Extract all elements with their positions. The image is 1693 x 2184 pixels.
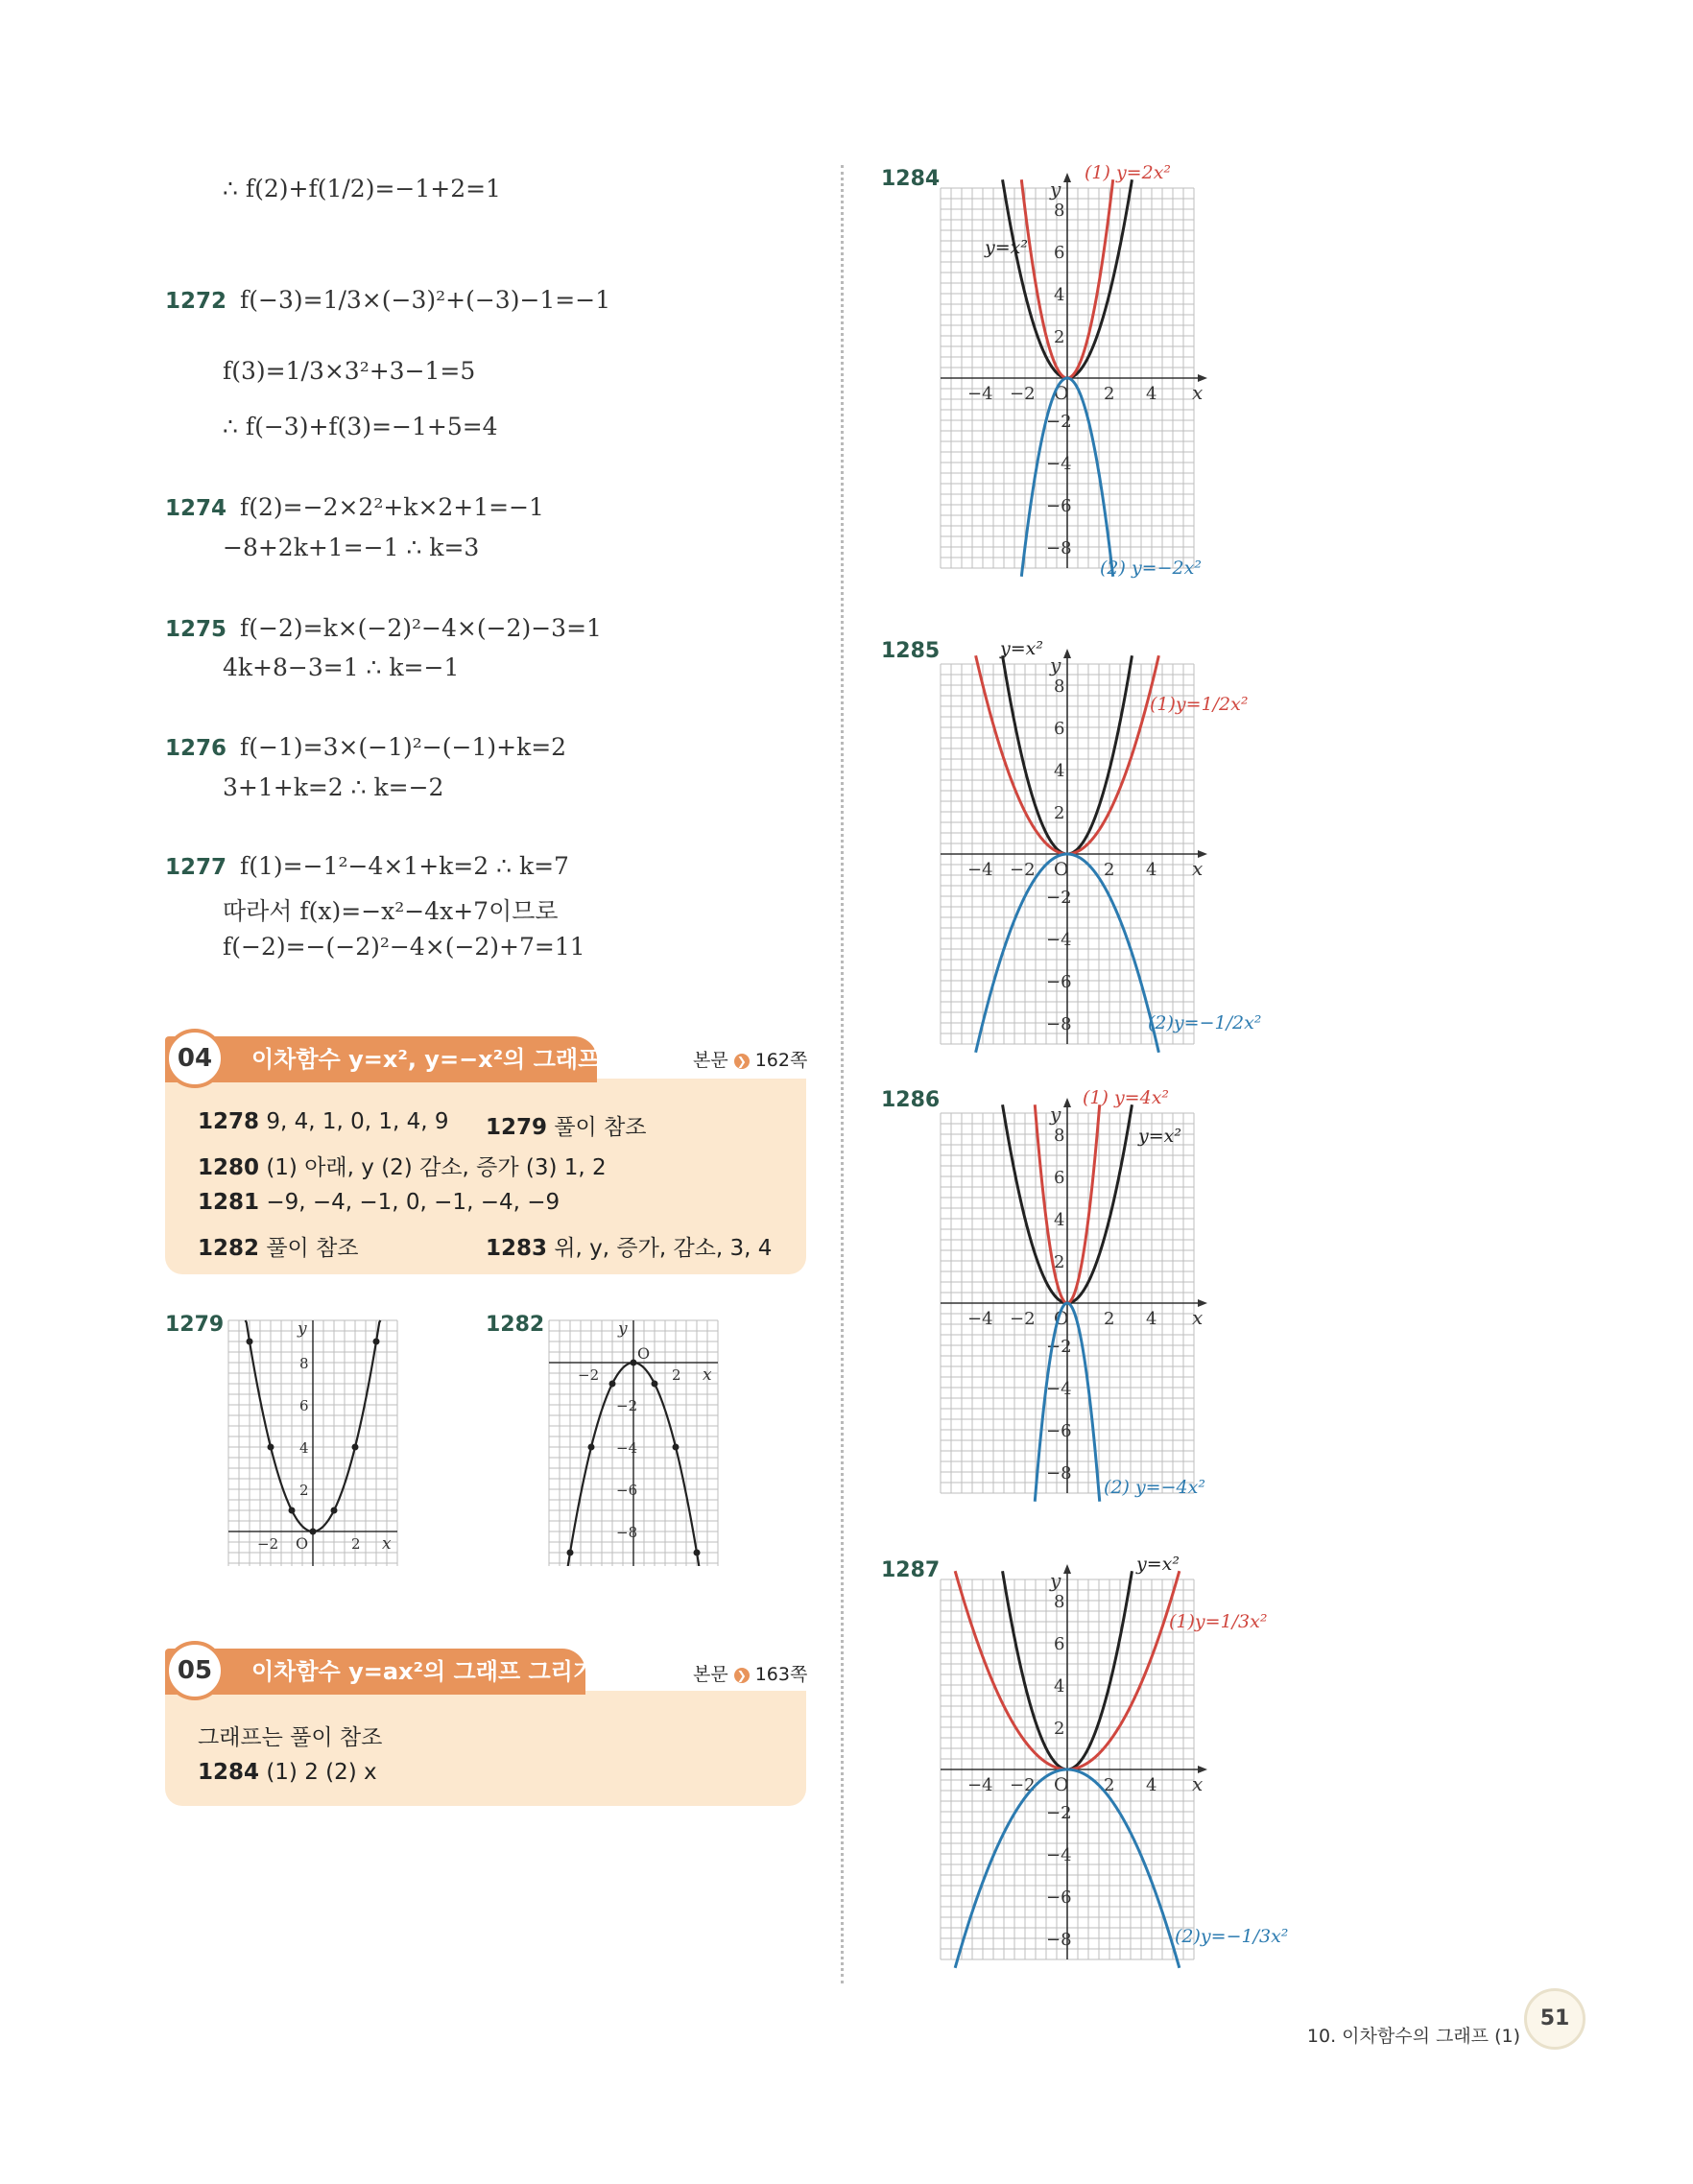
x-tick-label: −2 (1010, 1309, 1036, 1329)
data-point (331, 1507, 338, 1514)
y-tick-label: −8 (1046, 538, 1072, 558)
x-tick-label: −4 (967, 1775, 993, 1795)
graph-number: 1279 (165, 1313, 225, 1337)
problem-number: 1272 (165, 289, 227, 314)
y-tick-label: 8 (1054, 1592, 1065, 1612)
y-tick-label: −2 (1046, 412, 1072, 432)
answer-text: 풀이 참조 (554, 1115, 647, 1140)
y-tick-label: 4 (1054, 761, 1065, 781)
answer-row (486, 1109, 647, 1141)
data-point (631, 1360, 637, 1366)
solution-1271-tail (223, 175, 501, 202)
data-point (289, 1507, 296, 1514)
solution-line: f(2)=−2×2²+k×2+1=−1 (240, 493, 544, 521)
answer-text: (1) 2 (2) x (266, 1760, 377, 1785)
graph-1285 (893, 626, 1296, 1067)
y-axis-label: y (298, 1319, 307, 1339)
y-tick-label: 6 (1054, 1634, 1065, 1654)
problem-number: 1274 (165, 496, 227, 521)
ref-page: 162쪽 (754, 1050, 808, 1071)
solution-line: ∴ f(2)+f(1/2)=−1+2=1 (223, 175, 501, 202)
data-point (567, 1550, 574, 1556)
graph-1284 (893, 150, 1296, 591)
solution-1272 (165, 286, 610, 314)
curve-label-red: (1) y=2x² (1085, 162, 1172, 183)
curve-label-red: (1)y=1/3x² (1169, 1611, 1268, 1632)
x-tick-label: −4 (967, 860, 993, 880)
x-tick-label: 2 (1104, 1309, 1115, 1329)
y-tick-label: −8 (1046, 1463, 1072, 1484)
x-tick-label: 2 (1104, 860, 1115, 880)
y-tick-label: 6 (1054, 243, 1065, 263)
x-axis-label: x (1192, 1772, 1204, 1795)
answer-text: −9, −4, −1, 0, −1, −4, −9 (266, 1190, 560, 1215)
y-tick-label: 8 (1054, 201, 1065, 221)
y-tick-label: −6 (1046, 1887, 1072, 1908)
data-point (588, 1444, 595, 1451)
section-title: 이차함수 y=x², y=−x²의 그래프 (165, 1036, 597, 1082)
data-point (652, 1381, 658, 1388)
graph-1286 (893, 1075, 1296, 1516)
graph-1279 (227, 1318, 401, 1566)
curve-label-black: y=x² (985, 237, 1028, 258)
section-number: 05 (165, 1641, 225, 1700)
y-tick-label: 8 (299, 1355, 309, 1372)
y-tick-label: 2 (1054, 327, 1065, 347)
y-tick-label: −6 (1046, 496, 1072, 516)
y-tick-label: −2 (1046, 1337, 1072, 1357)
y-tick-label: −2 (1046, 1803, 1072, 1823)
y-tick-label: −4 (616, 1439, 638, 1457)
data-point (673, 1444, 680, 1451)
y-tick-label: −6 (1046, 1421, 1072, 1441)
textbook-page-ref (693, 1660, 807, 1686)
curve-label-blue: (2) y=−4x² (1104, 1477, 1205, 1498)
curve-label-black: y=x² (1138, 1126, 1181, 1147)
y-tick-label: −8 (1046, 1014, 1072, 1034)
x-axis-label: x (382, 1534, 392, 1554)
origin-label: O (1054, 1774, 1069, 1795)
y-axis-label: y (1050, 178, 1061, 201)
y-tick-label: 4 (1054, 285, 1065, 305)
y-axis-label: y (1050, 653, 1061, 677)
solution-line: 따라서 f(x)=−x²−4x+7이므로 (223, 897, 559, 925)
graph-number: 1286 (881, 1088, 941, 1112)
section-title: 이차함수 y=ax²의 그래프 그리기 (165, 1649, 585, 1695)
x-axis-label: x (1192, 1306, 1204, 1329)
y-tick-label: −6 (1046, 972, 1072, 992)
problem-number: 1280 (198, 1155, 260, 1180)
x-axis-label: x (1192, 857, 1204, 880)
y-tick-label: −4 (1046, 1379, 1072, 1399)
solution-1277 (165, 852, 569, 880)
y-tick-label: 6 (1054, 1168, 1065, 1188)
curve-label-blue: (2)y=−1/2x² (1148, 1012, 1262, 1033)
chapter-footer: 10. 이차함수의 그래프 (1) (1306, 2026, 1520, 2047)
graph-number: 1285 (881, 639, 941, 663)
data-point (310, 1529, 317, 1535)
curve-label-red: (1)y=1/2x² (1150, 694, 1249, 715)
origin-label: O (637, 1344, 651, 1363)
arrow-icon: ❯ (734, 1668, 750, 1683)
y-tick-label: 4 (1054, 1676, 1065, 1697)
answer-text: 위, y, 증가, 감소, 3, 4 (554, 1236, 773, 1261)
solution-line: ∴ f(−3)+f(3)=−1+5=4 (223, 413, 498, 440)
section-number: 04 (165, 1029, 225, 1088)
solution-line: f(3)=1/3×3²+3−1=5 (223, 357, 476, 385)
y-tick-label: 4 (1054, 1210, 1065, 1230)
solution-line: 3+1+k=2 ∴ k=−2 (223, 773, 444, 801)
x-tick-label: −2 (257, 1535, 279, 1553)
section-04-header (165, 1025, 601, 1082)
answer-text: 풀이 참조 (266, 1236, 359, 1261)
x-tick-label: 4 (1146, 1775, 1157, 1795)
graph-number: 1284 (881, 167, 941, 191)
data-point (268, 1444, 274, 1451)
data-point (694, 1550, 701, 1556)
y-tick-label: 2 (1054, 1719, 1065, 1739)
x-tick-label: 2 (351, 1535, 361, 1553)
y-tick-label: −6 (616, 1482, 638, 1499)
section-05-header (165, 1637, 597, 1695)
problem-number: 1284 (198, 1760, 260, 1785)
solution-1276 (165, 733, 566, 761)
solution-1274 (165, 493, 544, 521)
y-tick-label: −4 (1046, 930, 1072, 950)
solution-line: f(−2)=−(−2)²−4×(−2)+7=11 (223, 933, 585, 961)
y-tick-label: 2 (299, 1482, 309, 1499)
data-point (247, 1339, 253, 1345)
y-axis-label: y (1050, 1103, 1061, 1126)
textbook-page-ref (693, 1046, 807, 1072)
answer-row (198, 1190, 560, 1215)
x-axis-label: x (1192, 381, 1204, 404)
x-tick-label: 2 (1104, 1775, 1115, 1795)
y-tick-label: 8 (1054, 1126, 1065, 1146)
problem-number: 1281 (198, 1190, 260, 1215)
y-tick-label: 6 (299, 1397, 309, 1414)
x-tick-label: −4 (967, 1309, 993, 1329)
y-axis-label: y (618, 1319, 628, 1339)
answer-row (198, 1230, 359, 1262)
answer-text: (1) 아래, y (2) 감소, 증가 (3) 1, 2 (266, 1155, 607, 1180)
x-tick-label: −4 (967, 384, 993, 404)
solution-line: f(−3)=1/3×(−3)²+(−3)−1=−1 (240, 286, 611, 314)
y-tick-label: 2 (1054, 1252, 1065, 1272)
y-axis-arrow (1063, 173, 1071, 182)
data-point (373, 1339, 380, 1345)
curve-label-black: y=x² (1136, 1554, 1180, 1575)
y-tick-label: −4 (1046, 1845, 1072, 1865)
x-tick-label: −2 (1010, 860, 1036, 880)
solution-line: f(−2)=k×(−2)²−4×(−2)−3=1 (240, 614, 602, 642)
x-tick-label: 4 (1146, 1309, 1157, 1329)
y-tick-label: 6 (1054, 719, 1065, 739)
graph-1282 (547, 1318, 722, 1566)
y-tick-label: −4 (1046, 454, 1072, 474)
problem-number: 1277 (165, 855, 227, 880)
y-tick-label: −8 (616, 1524, 638, 1541)
problem-number: 1278 (198, 1109, 260, 1134)
solution-line: −8+2k+1=−1 ∴ k=3 (223, 534, 480, 561)
y-axis-arrow (1063, 649, 1071, 658)
page-number: 51 (1524, 1988, 1586, 2050)
answer-row (486, 1230, 772, 1262)
y-axis-label: y (1050, 1569, 1061, 1592)
graph-1287 (893, 1541, 1296, 1982)
answer-row: 그래프는 풀이 참조 (198, 1725, 383, 1750)
data-point (609, 1381, 616, 1388)
ref-label: 본문 (693, 1050, 728, 1071)
problem-number: 1279 (486, 1115, 548, 1140)
graph-number: 1287 (881, 1558, 941, 1582)
problem-number: 1276 (165, 736, 227, 761)
x-tick-label: −2 (578, 1366, 600, 1384)
x-tick-label: 2 (1104, 384, 1115, 404)
x-tick-label: 4 (1146, 384, 1157, 404)
data-point (352, 1444, 359, 1451)
answer-row (198, 1150, 607, 1181)
curve-label-blue: (2)y=−1/3x² (1175, 1926, 1289, 1947)
graph-number: 1282 (486, 1313, 545, 1337)
ref-label: 본문 (693, 1664, 728, 1685)
problem-number: 1282 (198, 1236, 260, 1261)
origin-label: O (296, 1534, 309, 1553)
origin-label: O (1054, 859, 1069, 880)
y-axis-arrow (1063, 1564, 1071, 1574)
solution-1275 (165, 614, 602, 642)
solution-line: f(1)=−1²−4×1+k=2 ∴ k=7 (240, 852, 569, 880)
y-tick-label: 4 (299, 1439, 309, 1457)
problem-number: 1275 (165, 617, 227, 642)
curve-label-blue: (2) y=−2x² (1100, 558, 1202, 579)
column-divider (841, 165, 844, 1983)
problem-number: 1283 (486, 1236, 548, 1261)
x-axis-label: x (703, 1365, 712, 1385)
y-tick-label: −8 (1046, 1930, 1072, 1950)
y-tick-label: 8 (1054, 677, 1065, 697)
curve-label-red: (1) y=4x² (1083, 1087, 1170, 1108)
y-tick-label: 2 (1054, 803, 1065, 823)
x-tick-label: −2 (1010, 384, 1036, 404)
ref-page: 163쪽 (754, 1664, 808, 1685)
y-tick-label: −2 (616, 1397, 638, 1414)
origin-label: O (1054, 1308, 1069, 1329)
y-tick-label: −2 (1046, 888, 1072, 908)
y-axis-arrow (1063, 1098, 1071, 1107)
answer-row (198, 1109, 449, 1134)
x-tick-label: 2 (672, 1366, 681, 1384)
arrow-icon: ❯ (734, 1054, 750, 1069)
solution-line: 4k+8−3=1 ∴ k=−1 (223, 653, 460, 681)
origin-label: O (1054, 383, 1069, 404)
x-tick-label: 4 (1146, 860, 1157, 880)
answer-row (198, 1760, 377, 1785)
answer-text: 9, 4, 1, 0, 1, 4, 9 (266, 1109, 449, 1134)
curve-label-black: y=x² (1000, 638, 1043, 659)
solution-line: f(−1)=3×(−1)²−(−1)+k=2 (240, 733, 567, 761)
x-tick-label: −2 (1010, 1775, 1036, 1795)
